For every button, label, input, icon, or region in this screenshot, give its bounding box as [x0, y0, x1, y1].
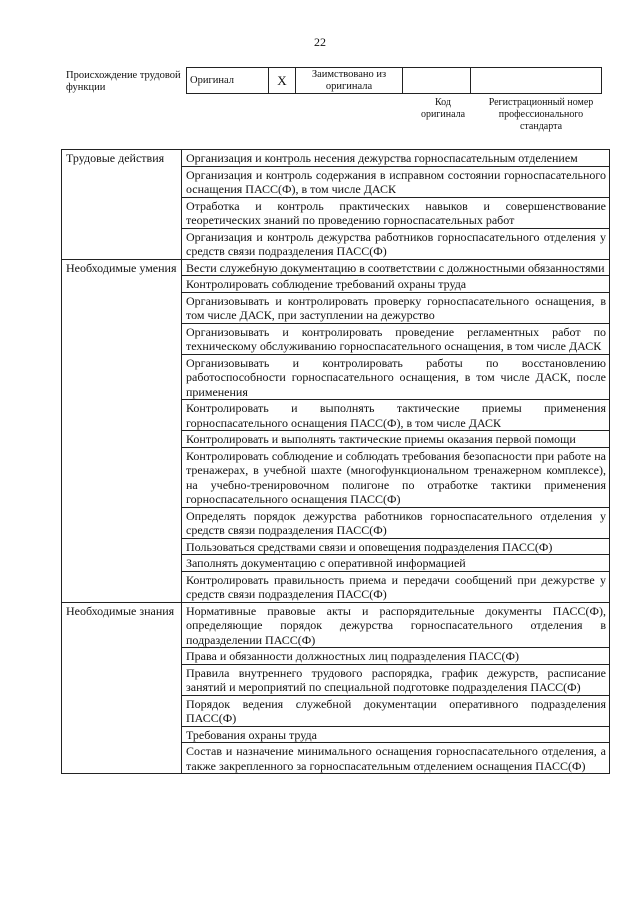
reg-number-caption: Регистрационный номер профессионального стандарта: [488, 97, 594, 132]
page-number: 22: [314, 35, 326, 49]
table-cell-item: Права и обязанности должностных лиц подразделения ПАСС(Ф): [182, 648, 610, 665]
function-table: [61, 149, 610, 774]
original-mark: X: [269, 68, 296, 94]
table-cell-item: Правила внутреннего трудового распорядка, график дежурств, расписание занятий и мероприятий по специальной подготовке подразделения ПАСС(Ф): [182, 664, 610, 695]
borrowed-cell: Заимствовано из оригинала: [296, 68, 403, 94]
table-cell-item: Нормативные правовые акты и распорядительные документы ПАСС(Ф), определяющие порядок дежурства горноспасательного отделения в подразделении ПАСС(Ф): [182, 602, 610, 648]
reg-number-cell: [471, 68, 602, 94]
code-caption: Код оригинала: [420, 97, 466, 120]
category-labor-actions: Трудовые действия: [62, 150, 182, 260]
table-row: [62, 150, 610, 167]
table-cell-item: Вести служебную документацию в соответствии с должностными обязанностями: [182, 259, 610, 276]
table-cell-item: Контролировать и выполнять тактические приемы применения горноспасательного оснащения ПАСС(Ф), в том числе ДАСК: [182, 400, 610, 431]
table-cell-item: Состав и назначение минимального оснащения горноспасательного отделения, а также закрепленного за горноспасательным отделением оснащения ПАСС(Ф): [182, 743, 610, 774]
table-cell-item: Определять порядок дежурства работников горноспасательного отделения у средств связи подразделения ПАСС(Ф): [182, 507, 610, 538]
table-cell-item: Требования охраны труда: [182, 726, 610, 743]
code-cell: [403, 68, 471, 94]
table-cell-item: Организация и контроль несения дежурства горноспасательным отделением: [182, 150, 610, 167]
table-cell-item: Организация и контроль дежурства работников горноспасательного отделения у средств связи подразделения ПАСС(Ф): [182, 228, 610, 259]
category-required-knowledge: Необходимые знания: [62, 602, 182, 774]
table-row: [62, 602, 610, 648]
original-cell: Оригинал: [187, 68, 269, 94]
table-cell-item: Заполнять документацию с оперативной информацией: [182, 555, 610, 572]
table-cell-item: Контролировать соблюдение требований охраны труда: [182, 276, 610, 293]
table-cell-item: Организация и контроль содержания в исправном состоянии горноспасательного оснащения ПАСС(Ф), в том числе ДАСК: [182, 166, 610, 197]
table-cell-item: Отработка и контроль практических навыков и совершенствование теоретических знаний по проведению горноспасательных работ: [182, 197, 610, 228]
category-required-skills: Необходимые умения: [62, 259, 182, 602]
table-cell-item: Организовывать и контролировать проведение регламентных работ по техническому обслуживанию горноспасательного оснащения, в том числе ДАСК: [182, 323, 610, 354]
table-cell-item: Контролировать и выполнять тактические приемы оказания первой помощи: [182, 431, 610, 448]
table-cell-item: Порядок ведения служебной документации оперативного подразделения ПАСС(Ф): [182, 695, 610, 726]
table-cell-item: Пользоваться средствами связи и оповещения подразделения ПАСС(Ф): [182, 538, 610, 555]
table-cell-item: Контролировать правильность приема и передачи сообщений при дежурстве у средств связи подразделения ПАСС(Ф): [182, 571, 610, 602]
table-cell-item: Организовывать и контролировать работы по восстановлению работоспособности горноспасательного оснащения, в том числе ДАСК, после применения: [182, 354, 610, 400]
table-cell-item: Организовывать и контролировать проверку горноспасательного оснащения, в том числе ДАСК, при заступлении на дежурство: [182, 292, 610, 323]
table-cell-item: Контролировать соблюдение и соблюдать требования безопасности при работе на тренажерах, в учебной шахте (многофункциональном тренажерном комплексе), на учебно-тренировочном полигоне по отработке тактики применения горноспасательного оснащения ПАСС(Ф): [182, 447, 610, 507]
origin-table: [186, 67, 602, 94]
table-row: [62, 259, 610, 276]
origin-label: Происхождение трудовой функции: [66, 70, 181, 93]
